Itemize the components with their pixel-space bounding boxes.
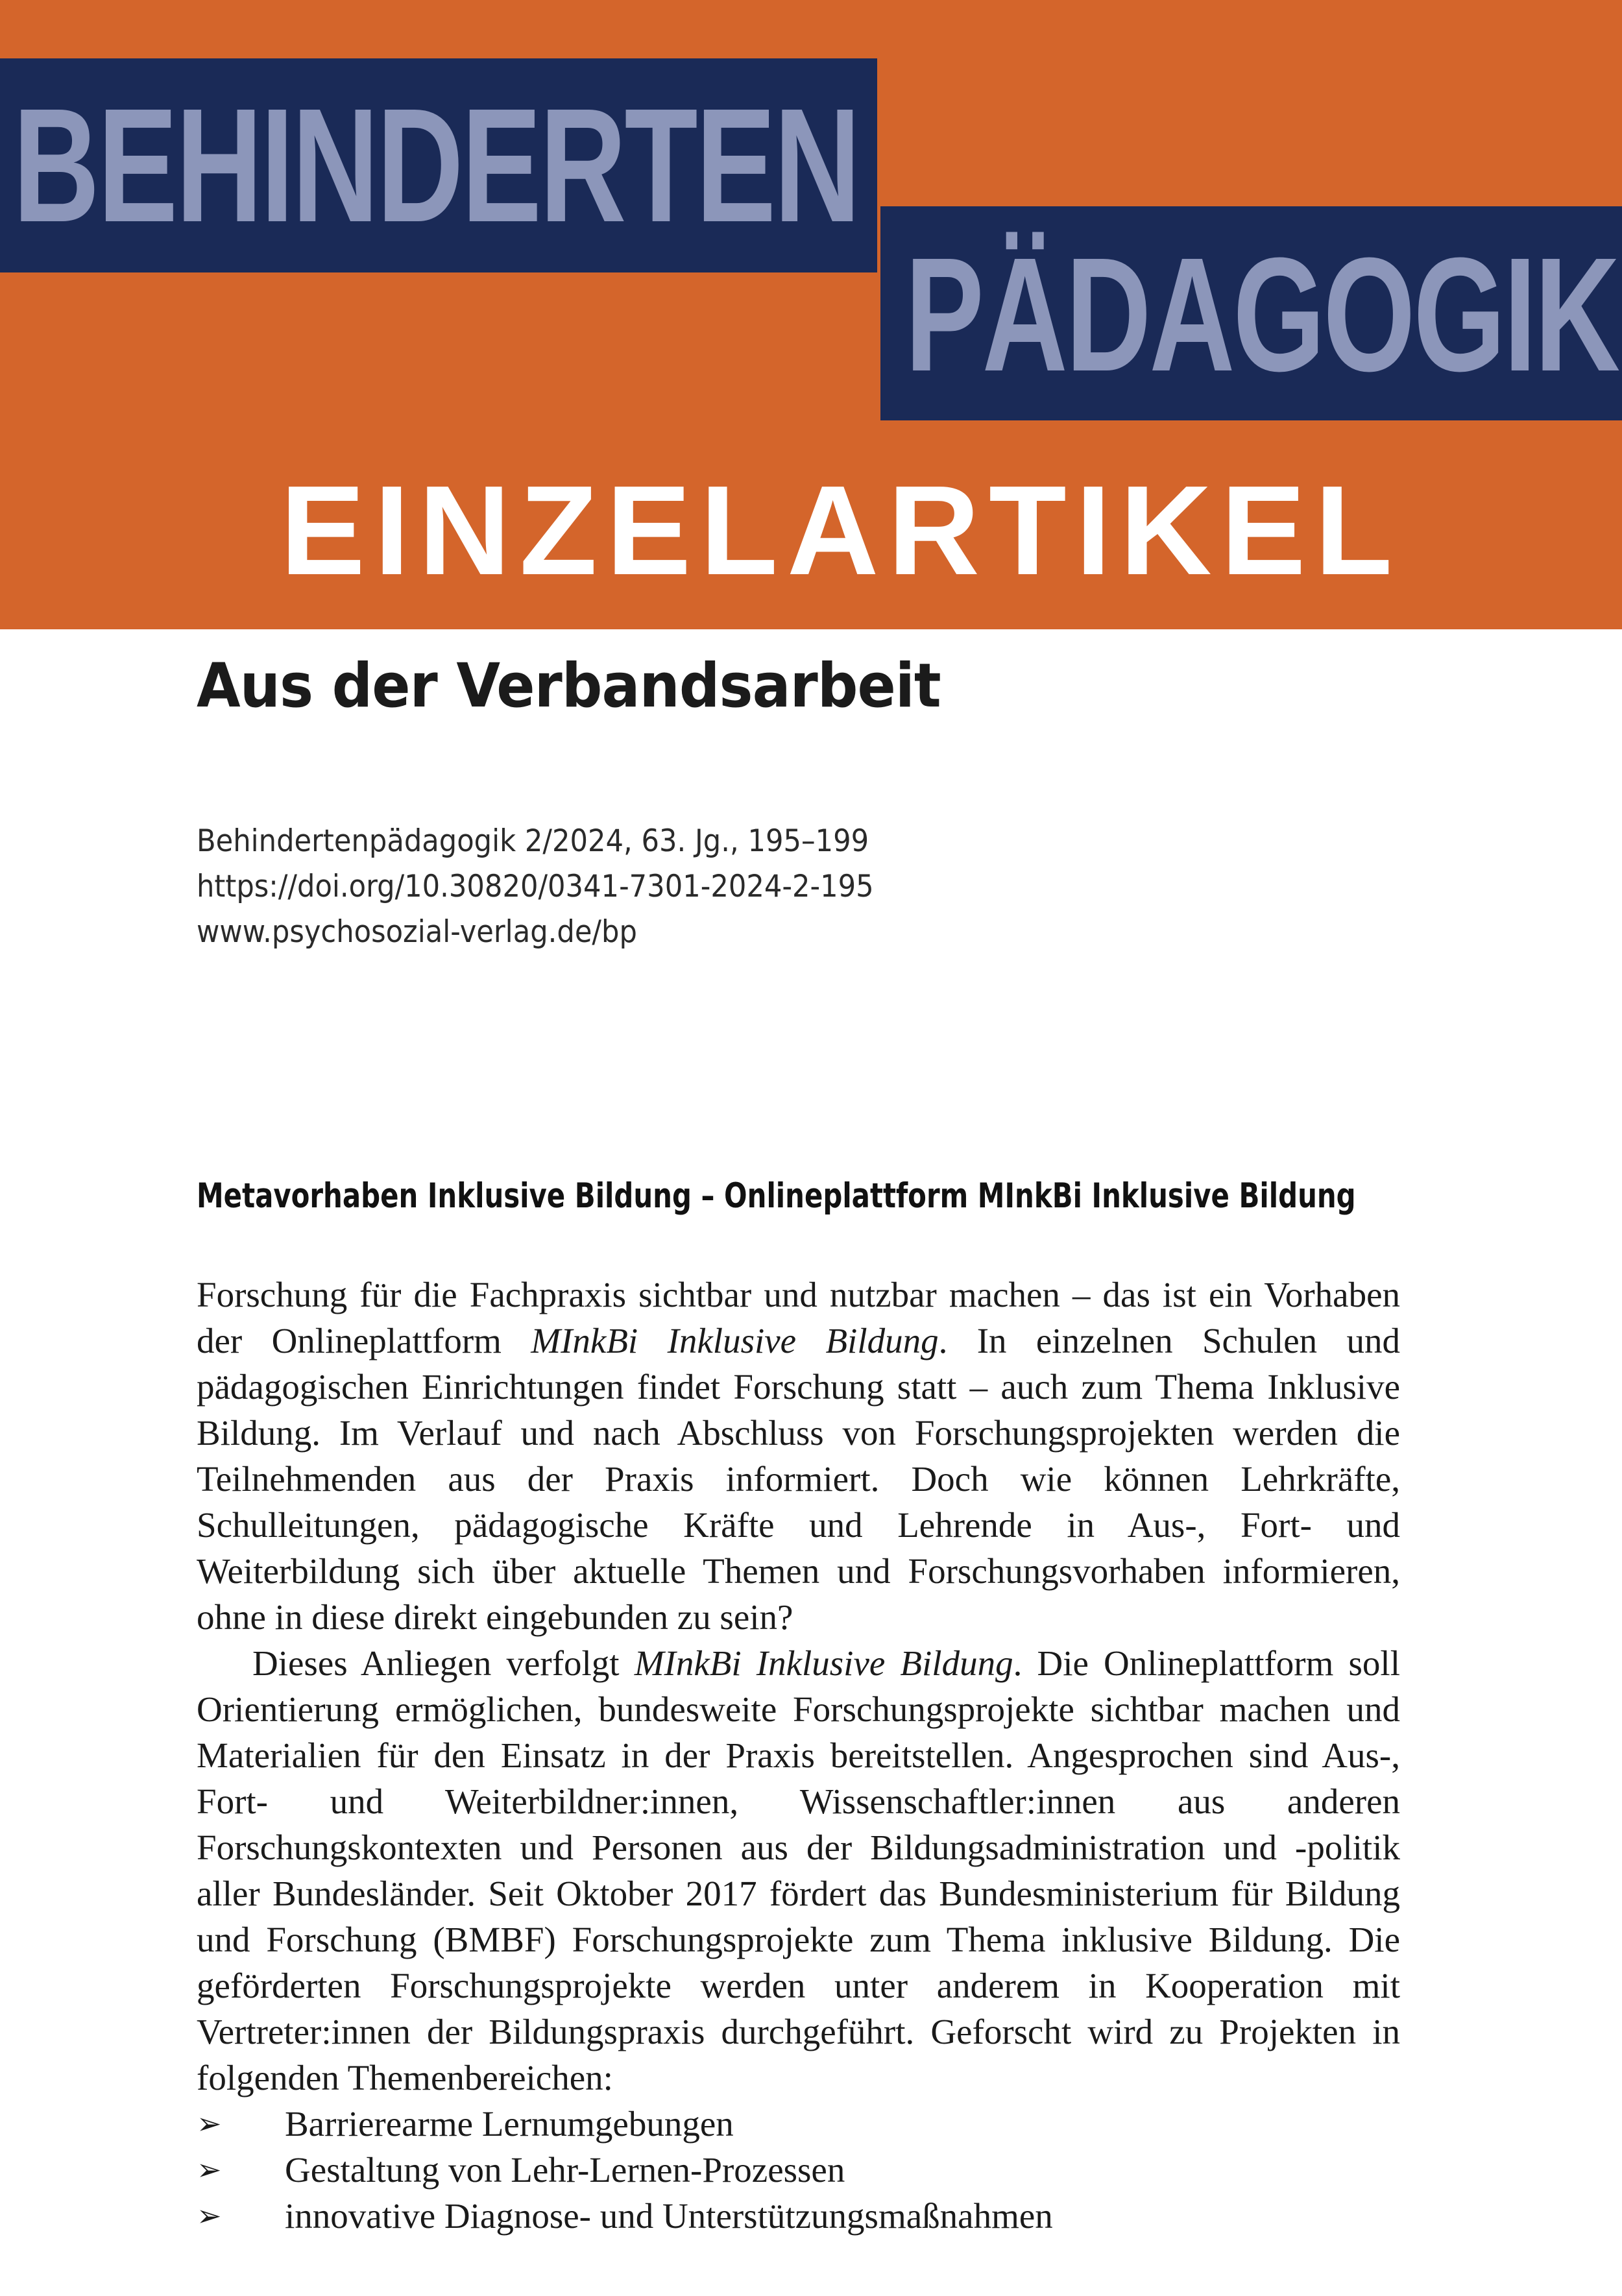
website-link[interactable]: www.psychosozial-verlag.de/bp <box>197 914 637 950</box>
article-title: Metavorhaben Inklusive Bildung – Onlineplattform MInkBi Inklusive Bildung <box>197 1176 1356 1216</box>
doi-link[interactable]: https://doi.org/10.30820/0341-7301-2024-2-195 <box>197 869 874 904</box>
list-item-text: Barrierearme Lernumgebungen <box>285 2104 734 2144</box>
journal-header <box>0 0 1622 629</box>
arrow-bullet-icon: ➢ <box>197 2198 222 2233</box>
topic-list <box>197 2101 1400 2239</box>
paragraph-1 <box>197 1272 1400 1640</box>
paragraph-2-text-a: Dieses Anliegen verfolgt <box>252 1643 635 1683</box>
list-item <box>197 2193 1400 2239</box>
arrow-bullet-icon: ➢ <box>197 2152 222 2187</box>
citation-block <box>197 819 932 955</box>
masthead-line2: PÄDAGOGIK <box>905 224 1619 405</box>
paragraph-2-text-b: . Die Onlineplattform soll Orientierung ermöglichen, bundesweite Forschungsprojekte sichtbar machen und Materialien für den Einsatz in der Praxis bereitstellen. Angesprochen sind Aus-, Fort- und Weiterbildner:innen, Wissenschaftler:innen aus anderen Forschungskontexten und Personen aus der Bildungsadministration und -politik aller Bundesländer. Seit Oktober 2017 fördert das Bundesministerium für Bildung und Forschung (BMBF) Forschungsprojekte zum Thema inklusive Bildung. Die geförderten Forschungsprojekte werden unter anderem in Kooperation mit Vertreter:innen der Bildungspraxis durchgeführt. Geforscht wird zu Projekten in folgenden Themenbereichen: <box>197 1643 1400 2097</box>
article-body <box>197 1272 1400 2239</box>
journal-reference: Behindertenpädagogik 2/2024, 63. Jg., 195–199 <box>197 823 869 859</box>
list-item-text: Gestaltung von Lehr-Lernen-Prozessen <box>285 2150 845 2190</box>
paragraph-2 <box>197 1640 1400 2101</box>
einzelartikel-banner: EINZELARTIKEL <box>280 459 1402 601</box>
paragraph-1-emphasis: MInkBi Inklusive Bildung <box>531 1321 939 1360</box>
list-item <box>197 2147 1400 2193</box>
masthead-line1: BEHINDERTEN <box>13 75 859 256</box>
list-item-text: innovative Diagnose- und Unterstützungsmaßnahmen <box>285 2196 1053 2236</box>
arrow-bullet-icon: ➢ <box>197 2106 222 2141</box>
section-title: Aus der Verbandsarbeit <box>197 651 941 721</box>
paragraph-1-text-a: Forschung für die Fachpraxis sichtbar und nutzbar machen – das ist ein Vorhaben der Onlineplattform <box>197 1275 1400 1360</box>
paragraph-1-text-b: . In einzelnen Schulen und pädagogischen Einrichtungen findet Forschung statt – auch zum Thema Inklusive Bildung. Im Verlauf und nach Abschluss von Forschungsprojekten werden die Teilnehmenden aus der Praxis informiert. Doch wie können Lehrkräfte, Schulleitungen, pädagogische Kräfte und Lehrende in Aus-, Fort- und Weiterbildung sich über aktuelle Themen und Forschungsvorhaben informieren, ohne in diese direkt eingebunden zu sein? <box>197 1321 1400 1637</box>
paragraph-2-emphasis: MInkBi Inklusive Bildung <box>634 1643 1013 1683</box>
list-item <box>197 2101 1400 2147</box>
